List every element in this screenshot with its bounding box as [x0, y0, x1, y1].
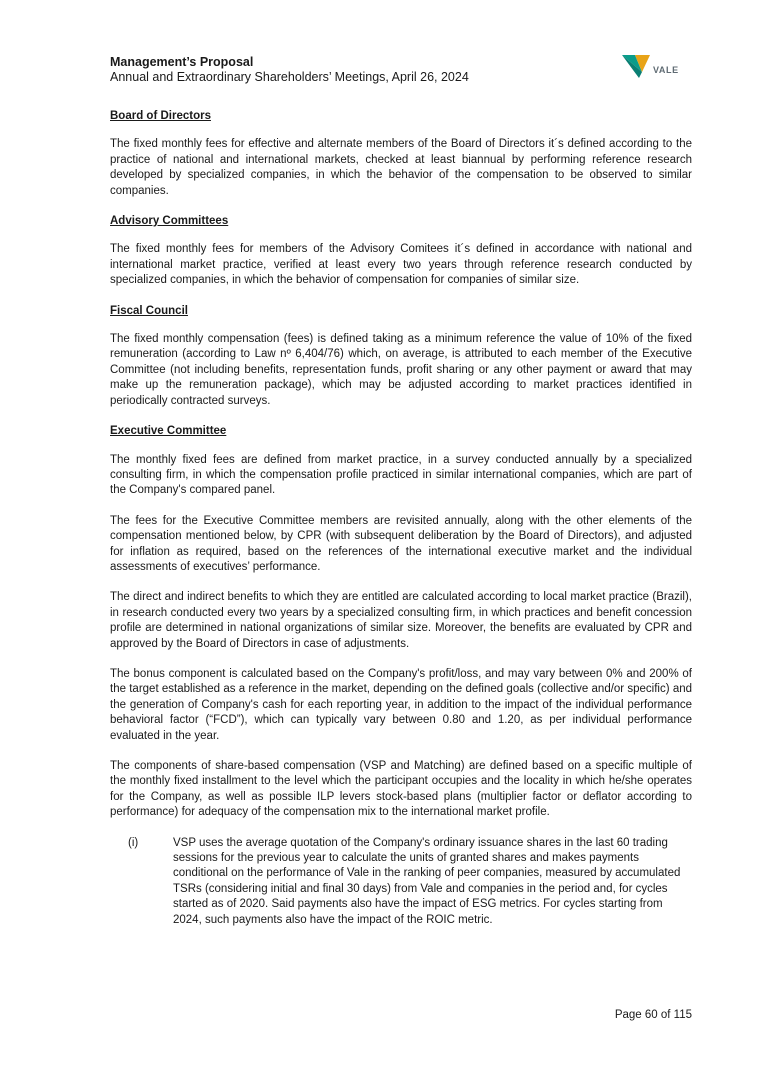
- paragraph: The monthly fixed fees are defined from market practice, in a survey conducted annually by a specialized consulting firm, in which the compensation profile practiced in similar international companies, which are part of the Company's compared panel.: [110, 453, 692, 497]
- document-subtitle: Annual and Extraordinary Shareholders’ Meetings, April 26, 2024: [110, 70, 469, 84]
- document-title: Management’s Proposal: [110, 55, 254, 69]
- paragraph: The components of share-based compensation (VSP and Matching) are defined based on a specific multiple of the monthly fixed installment to the level which the participant occupies and the locality in which he/she operates for the Company, as well as possible ILP levers stock-based plans (multiplier factor or deflator according to performance) for adequacy of the compensation mix to the international market profile.: [110, 760, 692, 819]
- list-item-text: VSP uses the average quotation of the Company's ordinary issuance shares in the last 60 trading sessions for the previous year to calculate the units of granted shares and makes payments conditional on the performance of Vale in the ranking of peer companies, measured by accumulated TSRs (considering initial and final 30 days) from Vale and companies in the period and, for cycles started as of 2020. Said payments also have the impact of ESG metrics. For cycles starting from 2024, such payments also have the impact of the ROIC metric.: [173, 836, 681, 926]
- paragraph: The fees for the Executive Committee members are revisited annually, along with the other elements of the compensation mentioned below, by CPR (with subsequent deliberation by the Board of Directors), and adjusted for inflation as required, based on the references of the international executive market and the individual assessments of executives’ performance.: [110, 514, 692, 573]
- section-advisory-committees: [110, 214, 692, 289]
- section-fiscal-council: [110, 304, 692, 409]
- list-item: [110, 836, 692, 928]
- document-body: [110, 109, 692, 928]
- page-number: Page 60 of 115: [614, 1009, 692, 1021]
- paragraph: The bonus component is calculated based on the Company's profit/loss, and may vary between 0% and 200% of the target established as a reference in the market, depending on the defined goals (collective and/or specific) and the generation of Company's cash for each reporting year, in addition to the impact of the individual performance behavioral factor (“FCD”), which can typically vary between 0.80 and 1.20, as per individual performance evaluated in the year.: [110, 667, 692, 742]
- section-heading: Executive Committee: [110, 425, 227, 438]
- section-heading: Fiscal Council: [110, 304, 188, 317]
- logo-wordmark: VALE: [653, 65, 679, 75]
- paragraph: The fixed monthly fees for members of the Advisory Comitees it´s defined in accordance with national and international market practice, verified at least every two years through reference research conducted by specialized companies, in which the behavior of compensation for companies of similar size.: [110, 243, 692, 287]
- section-heading: Advisory Committees: [110, 215, 229, 228]
- page-header: [110, 55, 590, 85]
- paragraph: The fixed monthly fees for effective and alternate members of the Board of Directors it´s defined according to the practice of national and international markets, checked at least biannual by performing reference research developed by specialized companies, in which the behavior of the compensation to be observed to similar companies.: [110, 138, 692, 197]
- section-executive-committee: [110, 424, 692, 821]
- list-marker: (i): [128, 836, 139, 849]
- paragraph: The direct and indirect benefits to which they are entitled are calculated according to local market practice (Brazil), in research conducted every two years by a specialized consulting firm, in which practices and benefit concession profile are determined in national organizations of similar size. Moreover, the benefits are evaluated by CPR and approved by the Board of Directors in case of adjustments.: [110, 591, 692, 650]
- section-board-of-directors: [110, 109, 692, 199]
- paragraph: The fixed monthly compensation (fees) is defined taking as a minimum reference the value of 10% of the fixed remuneration (according to Law nº 6,404/76) which, on average, is attributed to each member of the Executive Committee (not including benefits, representation funds, profit sharing or any other payment or award that may make up the remuneration package), which may be adjusted according to market practices identified in periodically contracted surveys.: [110, 333, 692, 407]
- section-heading: Board of Directors: [110, 110, 211, 122]
